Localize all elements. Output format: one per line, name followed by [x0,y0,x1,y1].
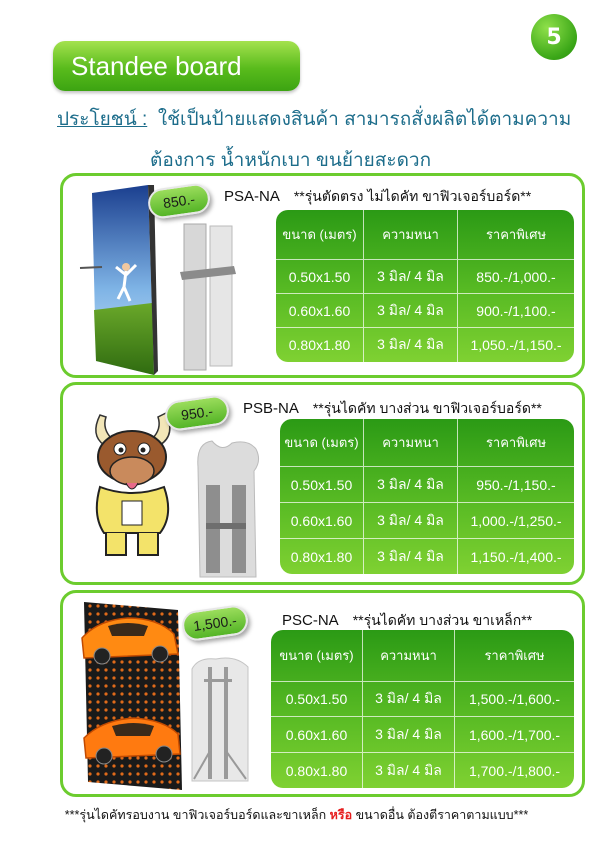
product-note: **รุ่นไดคัท บางส่วน ขาฟิวเจอร์บอร์ด** [312,400,542,416]
product-code: PSA-NA [224,188,280,205]
price-table-psb [280,419,574,574]
standee-back-view-illustration [192,437,264,579]
cell-size: 0.80x1.80 [271,753,363,788]
cell-thickness: 3 มิล/ 4 มิล [364,294,458,327]
product-code: PSB-NA [243,400,299,417]
cell-size: 0.60x1.60 [271,717,363,752]
header-thickness: ความหนา [364,419,458,466]
cell-size: 0.60x1.60 [276,294,364,327]
price-badge: 850.- [146,182,212,220]
price-table-header [271,630,574,682]
table-row [280,467,574,503]
cell-price: 1,000.-/1,250.- [470,512,562,529]
header-size: ขนาด (เมตร) [276,210,364,259]
cell-size: 0.60x1.60 [280,503,364,538]
page-title: Standee board [53,41,300,91]
benefit-label: ประโยชน์ : [57,109,148,130]
cell-thickness: 3 มิล/ 4 มิล [363,682,455,716]
table-row [276,294,574,328]
price-table-psa [276,210,574,362]
footer-highlight: หรือ [329,808,353,822]
cell-size: 0.80x1.80 [280,539,364,574]
product-note: **รุ่นตัดตรง ไม่ไดคัท ขาฟิวเจอร์บอร์ด** [293,188,532,204]
table-row [271,717,574,753]
cell-thickness: 3 มิล/ 4 มิล [363,717,455,752]
product-model-line [224,186,531,208]
table-row [280,503,574,539]
product-model-line [243,398,542,420]
header-thickness: ความหนา [363,630,455,681]
product-model-line [282,610,532,632]
footer-text-2: ขนาดอื่น ต้องตีราคาตามแบบ*** [352,808,529,822]
standee-back-view-illustration [180,222,236,372]
table-row [271,682,574,717]
price-table-header [280,419,574,467]
header-size: ขนาด (เมตร) [271,630,363,681]
cell-price: 950.-/1,150.- [476,476,556,493]
cell-price: 1,050.-/1,150.- [470,337,562,353]
cell-price: 1,600.-/1,700.- [468,726,561,743]
cell-price: 1,700.-/1,800.- [468,762,561,779]
product-note: **รุ่นไดคัท บางส่วน ขาเหล็ก** [352,612,533,628]
benefit-text-1: ใช้เป็นป้ายแสดงสินค้า สามารถสั่งผลิตได้ตามความ [157,109,572,130]
benefit-line-2: ต้องการ น้ำหนักเบา ขนย้ายสะดวก [150,150,432,171]
cell-thickness: 3 มิล/ 4 มิล [364,503,458,538]
header-price: ราคาพิเศษ [484,648,545,663]
price-table-header [276,210,574,260]
cell-thickness: 3 มิล/ 4 มิล [364,260,458,293]
cell-price: 1,500.-/1,600.- [468,691,561,707]
cell-size: 0.80x1.80 [276,328,364,362]
table-row [280,539,574,574]
standee-photo-illustration [78,185,158,375]
footer-note [0,805,593,825]
product-code: PSC-NA [282,612,339,629]
cell-size: 0.50x1.50 [271,682,363,716]
benefit-line-1 [57,104,571,134]
cell-thickness: 3 มิล/ 4 มิล [364,539,458,574]
price-table-psc [271,630,574,788]
table-row [276,328,574,362]
table-row [271,753,574,788]
car-standee-illustration [78,602,190,790]
cell-thickness: 3 มิล/ 4 มิล [363,753,455,788]
header-price: ราคาพิเศษ [485,435,547,450]
price-badge: 1,500.- [180,604,250,643]
standee-back-view-illustration [188,655,252,783]
cell-size: 0.50x1.50 [276,260,364,293]
footer-text-1: ***รุ่นไดคัทรอบงาน ขาฟิวเจอร์บอร์ดและขาเหล็ก [64,808,330,822]
cell-price: 1,150.-/1,400.- [470,548,562,565]
table-row [276,260,574,294]
header-thickness: ความหนา [364,210,458,259]
page-number: 5 [531,14,577,60]
cell-thickness: 3 มิล/ 4 มิล [364,467,458,502]
header-price: ราคาพิเศษ [485,227,547,242]
cell-price: 850.-/1,000.- [476,268,556,285]
header-size: ขนาด (เมตร) [280,419,364,466]
cell-size: 0.50x1.50 [280,467,364,502]
price-badge: 950.- [163,394,231,433]
bull-mascot-illustration [82,405,182,565]
cell-price: 900.-/1,100.- [476,302,556,319]
cell-thickness: 3 มิล/ 4 มิล [364,328,458,362]
